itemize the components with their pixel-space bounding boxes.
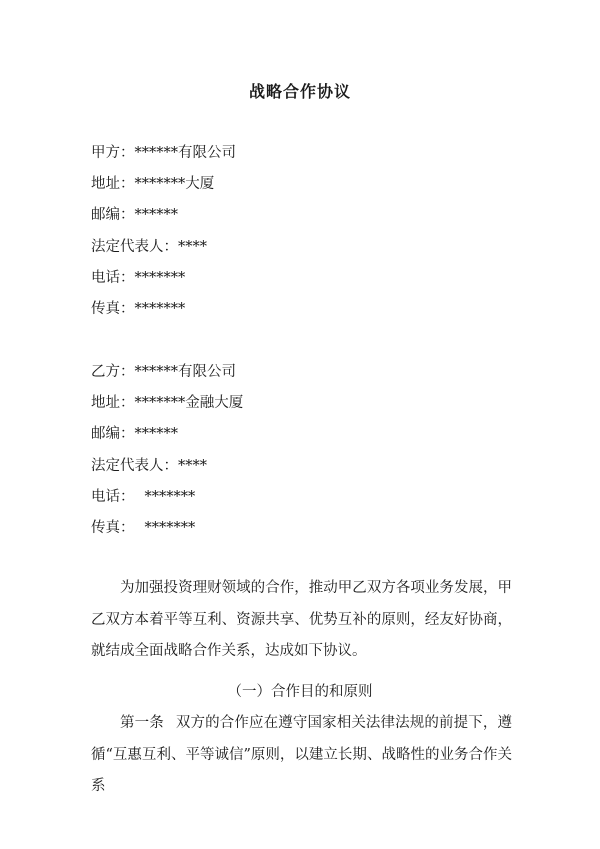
party-b-name-label: 乙方： [91,364,135,380]
article-1-number: 第一条 [120,715,164,731]
party-a-fax-line [91,298,531,329]
party-b-phone-line [91,486,531,517]
party-a-name-value: ******有限公司 [134,145,236,161]
party-b-representative-value: **** [178,457,207,474]
party-a-address-line [91,173,531,204]
party-a-representative-label: 法定代表人： [91,238,178,255]
party-a-postcode-line [91,204,531,235]
party-a-address-label: 地址： [91,176,135,193]
party-b-fax-value: ******* [144,519,196,536]
article-1-text: 双方的合作应在遵守国家相关法律法规的前提下，遵循“互惠互利、平等诚信”原则，以建立长期、战略性的业务合作关系 [91,715,513,794]
party-b-phone-label: 电话： [91,488,135,505]
party-a-postcode-label: 邮编： [91,207,135,224]
party-b-fax-line [91,517,531,548]
party-a-address-value: *******大厦 [134,176,215,193]
party-a-block [91,142,531,329]
party-b-block [91,361,531,548]
party-b-representative-line [91,455,531,486]
party-b-postcode-value: ****** [134,426,178,443]
intro-paragraph: 为加强投资理财领域的合作，推动甲乙双方各项业务发展，甲乙双方本着平等互利、资源共享、优势互补的原则，经友好协商，就结成全面战略合作关系，达成如下协议。 [91,580,512,659]
party-a-postcode-value: ****** [134,207,178,224]
party-b-address-label: 地址： [91,395,135,412]
party-a-fax-label: 传真： [91,300,135,317]
party-b-name-value: ******有限公司 [134,364,236,380]
party-b-address-value: *******金融大厦 [134,395,244,412]
party-a-name-line [91,142,531,173]
party-a-representative-line [91,236,531,267]
party-b-fax-label: 传真： [91,519,135,536]
section-heading: （一）合作目的和原则 [227,684,373,700]
party-a-phone-line [91,267,531,298]
party-a-phone-label: 电话： [91,269,135,286]
document-title: 战略合作协议 [248,82,351,101]
article-1-paragraph [91,708,512,803]
party-b-postcode-line [91,423,531,454]
party-b-name-line [91,361,531,392]
party-b-postcode-label: 邮编： [91,426,135,443]
party-b-representative-label: 法定代表人： [91,457,178,474]
party-b-address-line [91,392,531,423]
party-a-phone-value: ******* [134,269,186,286]
party-a-representative-value: **** [178,238,207,255]
party-b-phone-value: ******* [144,488,196,505]
party-a-fax-value: ******* [134,300,186,317]
party-a-name-label: 甲方： [91,145,135,161]
